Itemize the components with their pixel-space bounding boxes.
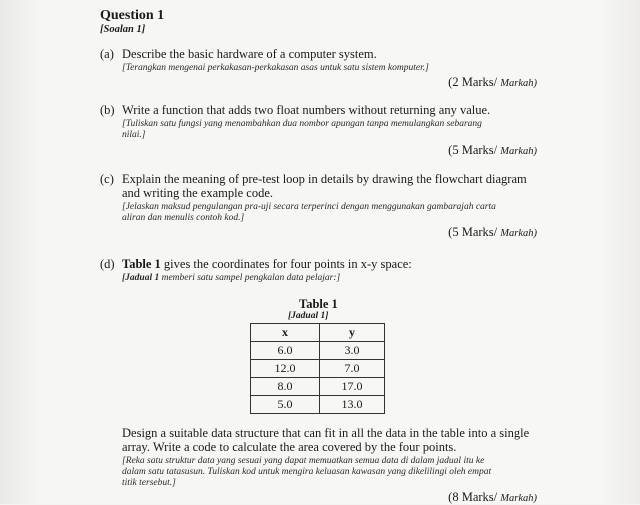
- question-title: Question 1: [100, 8, 165, 23]
- part-d-design-translation-line3: titik tersebut.]: [122, 478, 176, 488]
- table-row: [251, 342, 385, 360]
- part-d-label: (d): [100, 257, 115, 271]
- part-c-text-line1: Explain the meaning of pre-test loop in details by drawing the flowchart diagram: [122, 172, 527, 186]
- table-subtitle: [Jadual 1]: [288, 311, 329, 321]
- part-b-label: (b): [100, 103, 115, 117]
- coordinates-table: [250, 323, 385, 414]
- part-a-translation: [Terangkan mengenai perkakasan-perkakasan asas untuk satu sistem komputer.]: [122, 63, 429, 73]
- part-c-marks: (5 Marks/ Markah): [448, 225, 537, 239]
- part-b-marks: (5 Marks/ Markah): [448, 143, 537, 157]
- table-row: [251, 396, 385, 414]
- cell-y: 17.0: [320, 378, 385, 396]
- question-subtitle: [Soalan 1]: [100, 24, 146, 35]
- cell-x: 5.0: [251, 396, 320, 414]
- part-c-translation-line1: [Jelaskan maksud pengulangan pra-uji secara terperinci dengan menggunakan gambarajah carta: [122, 202, 496, 212]
- cell-x: 8.0: [251, 378, 320, 396]
- table-header-row: [251, 324, 385, 342]
- part-d-text: Table 1 gives the coordinates for four points in x-y space:: [122, 257, 412, 271]
- part-d-design-translation-line1: [Reka satu struktur data yang sesuai yang dapat memuatkan semua data di dalam jadual itu ke: [122, 456, 485, 466]
- part-a-label: (a): [100, 47, 114, 61]
- part-a-marks: (2 Marks/ Markah): [448, 75, 537, 89]
- part-d-translation: [Jadual 1 memberi satu sampel pengkalan data pelajar:]: [122, 273, 341, 283]
- part-a-text: Describe the basic hardware of a computer system.: [122, 47, 377, 61]
- cell-y: 13.0: [320, 396, 385, 414]
- table-title: Table 1: [299, 297, 338, 311]
- cell-y: 7.0: [320, 360, 385, 378]
- part-d-design-line2: array. Write a code to calculate the area covered by the four points.: [122, 440, 457, 454]
- part-c-label: (c): [100, 172, 114, 186]
- table-row: [251, 360, 385, 378]
- cell-y: 3.0: [320, 342, 385, 360]
- part-b-translation-line1: [Tuliskan satu fungsi yang menambahkan dua nombor apungan tanpa memulangkan sebarang: [122, 119, 482, 129]
- part-c-text-line2: and writing the example code.: [122, 186, 273, 200]
- part-c-translation-line2: aliran dan menulis contoh kod.]: [122, 213, 245, 223]
- part-d-design-translation-line2: dalam satu tatasusun. Tuliskan kod untuk mengira keluasan kawasan yang dikelilingi oleh empat: [122, 467, 492, 477]
- part-b-text: Write a function that adds two float numbers without returning any value.: [122, 103, 491, 117]
- cell-x: 12.0: [251, 360, 320, 378]
- header-y: y: [320, 324, 385, 342]
- cell-x: 6.0: [251, 342, 320, 360]
- header-x: x: [251, 324, 320, 342]
- part-b-translation-line2: nilai.]: [122, 130, 146, 140]
- table-row: [251, 378, 385, 396]
- part-d-marks: (8 Marks/ Markah): [448, 490, 537, 504]
- part-d-design-line1: Design a suitable data structure that can fit in all the data in the table into a single: [122, 426, 530, 440]
